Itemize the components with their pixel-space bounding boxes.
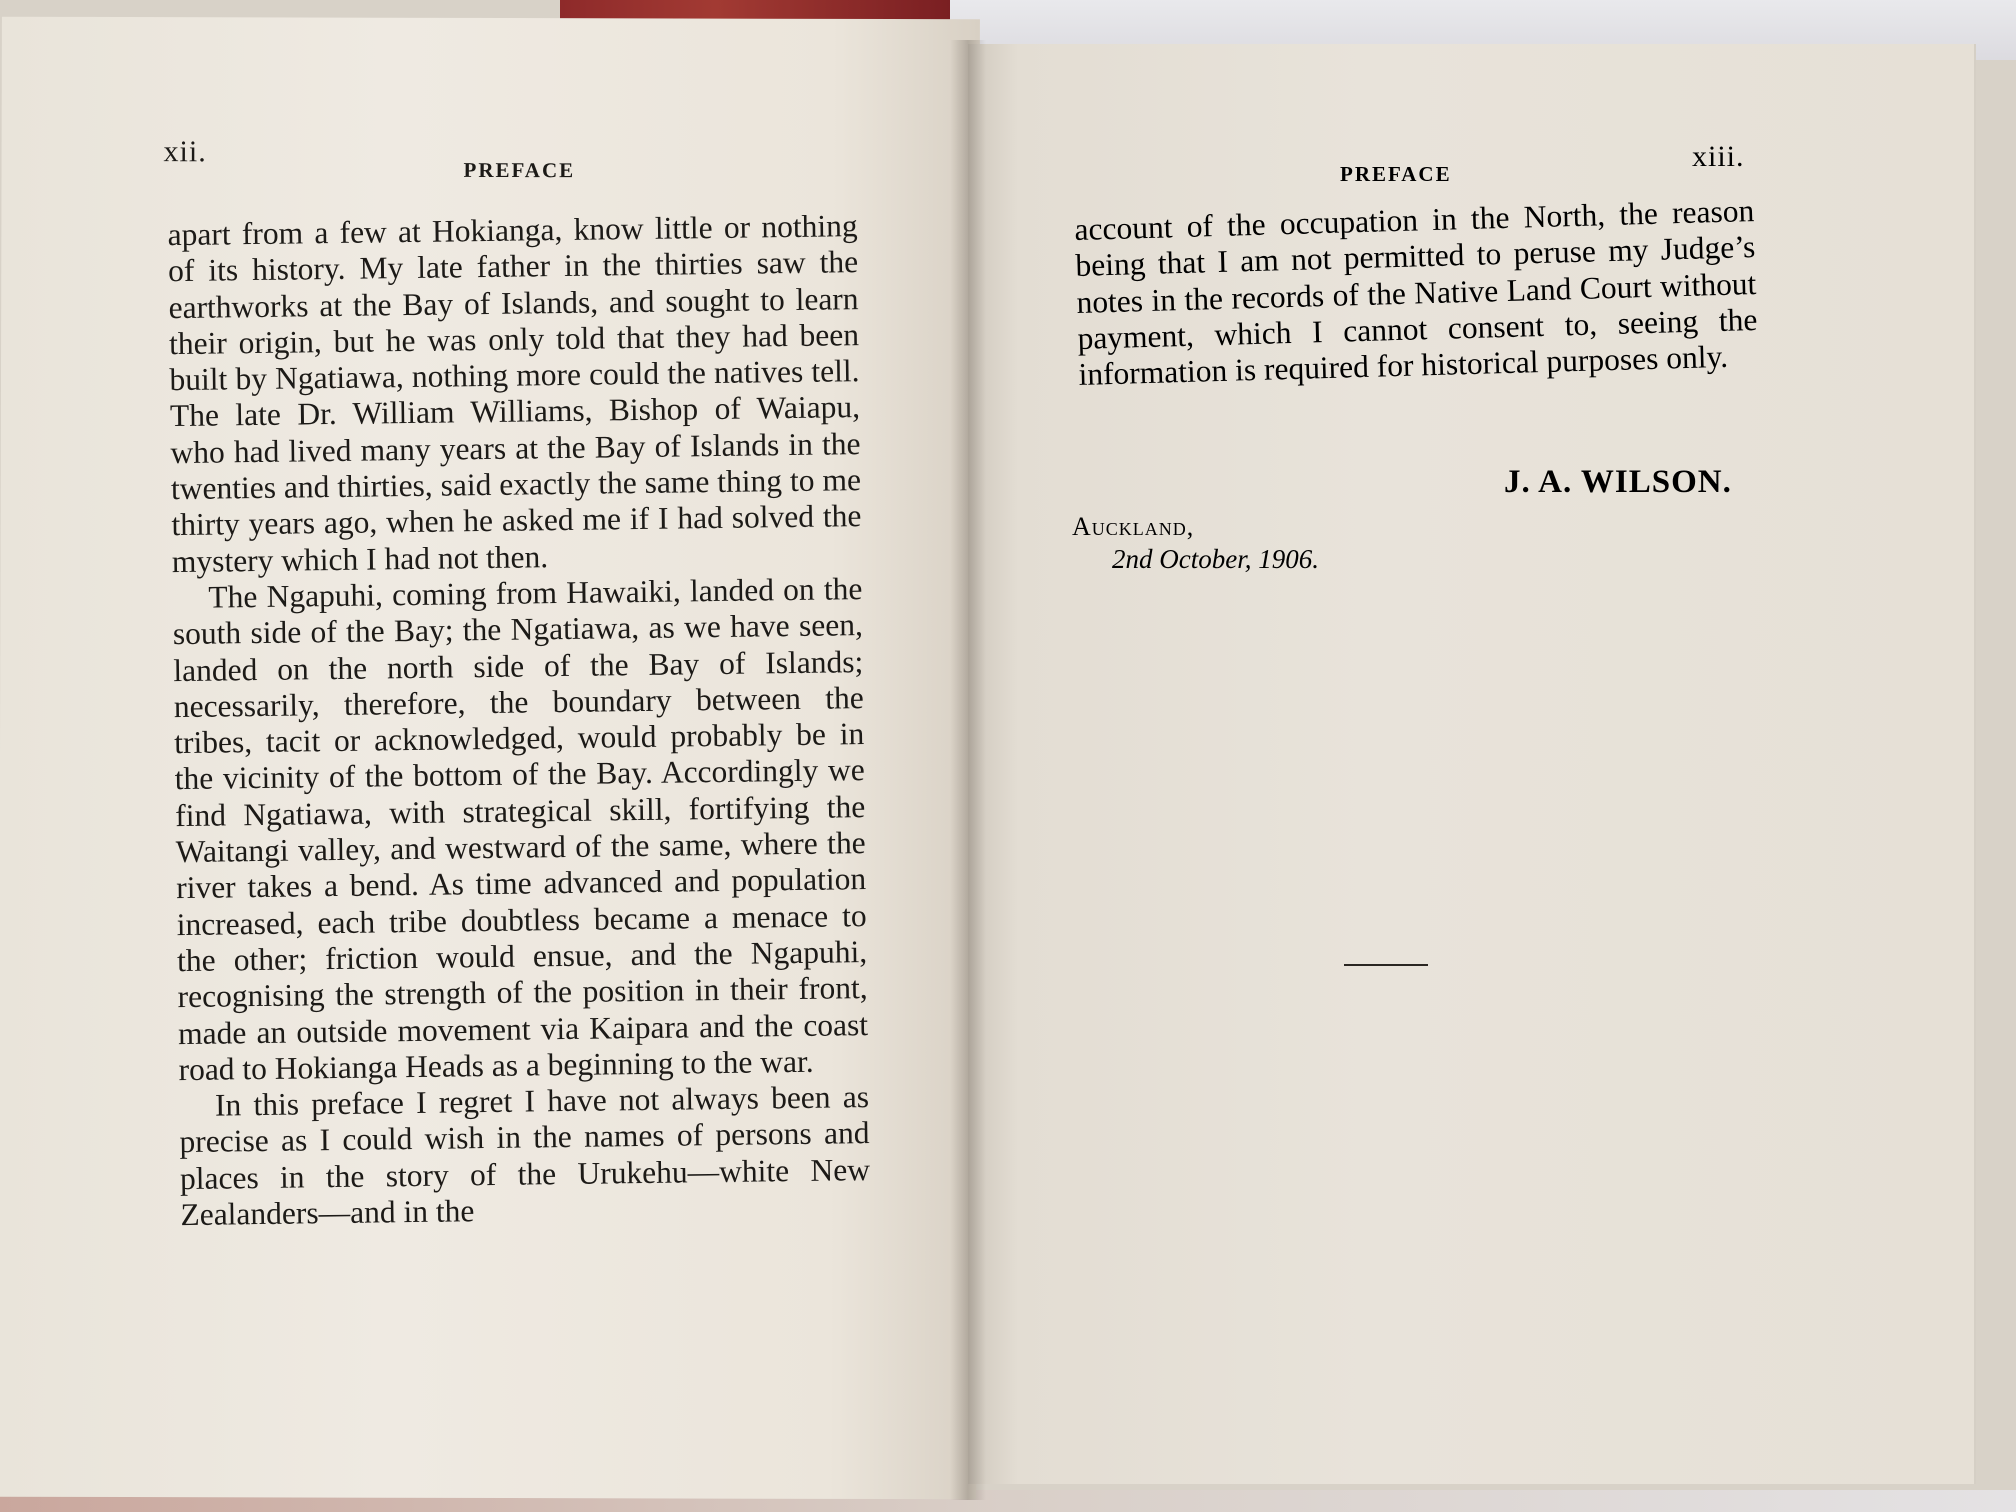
paragraph: In this preface I regret I have not always been as precise as I could wish in the names of persons and places in the story of the Urukehu—white New Zealanders—and in the xyxy=(179,1079,871,1233)
book-gutter xyxy=(950,40,986,1500)
date-line: 2nd October, 1906. xyxy=(1112,544,1319,574)
section-rule xyxy=(1344,964,1428,966)
left-page xyxy=(0,17,980,1500)
left-running-head: PREFACE xyxy=(463,157,576,183)
right-page-number: xiii. xyxy=(1692,140,1745,173)
paragraph: account of the occupation in the North, the reason being that I am not permitted to peruse my Judge’s notes in the records of the Native Land Court without payment, which I cannot consent to, seeing the information is required for historical purposes only. xyxy=(1074,193,1758,393)
left-page-number: xii. xyxy=(163,135,207,169)
left-page-text xyxy=(167,208,870,1233)
right-page-text xyxy=(1074,193,1759,393)
place-line: Auckland, xyxy=(1072,512,1195,541)
right-running-head: PREFACE xyxy=(1340,162,1452,186)
paragraph: apart from a few at Hokianga, know little or nothing of its history. My late father in the thirties saw the earthworks at the Bay of Islands, and sought to learn their origin, but he was only told that they had been built by Ngatiawa, nothing more could the natives tell. The late Dr. William Williams, Bishop of Waiapu, who had lived many years at the Bay of Islands in the twenties and thirties, said exactly the same thing to me thirty years ago, when he asked me if I had solved the mystery which I had not then. xyxy=(167,208,862,579)
author-signature: J. A. WILSON. xyxy=(1504,464,1732,500)
paragraph: The Ngapuhi, coming from Hawaiki, landed on the south side of the Bay; the Ngatiawa, as we have seen, landed on the north side of the Bay of Islands; necessarily, therefore, the boundary between the tribes, tacit or acknowledged, would probably be in the vicinity of the bottom of the Bay. Accordingly we find Ngatiawa, with strategical skill, fortifying the Waitangi valley, and westward of the same, where the river takes a bend. As time advanced and population increased, each tribe doubtless became a menace to the other; friction would ensue, and the Ngapuhi, recognising the strength of the position in their front, made an outside movement via Kaipara and the coast road to Hokianga Heads as a beginning to the war. xyxy=(172,571,869,1087)
